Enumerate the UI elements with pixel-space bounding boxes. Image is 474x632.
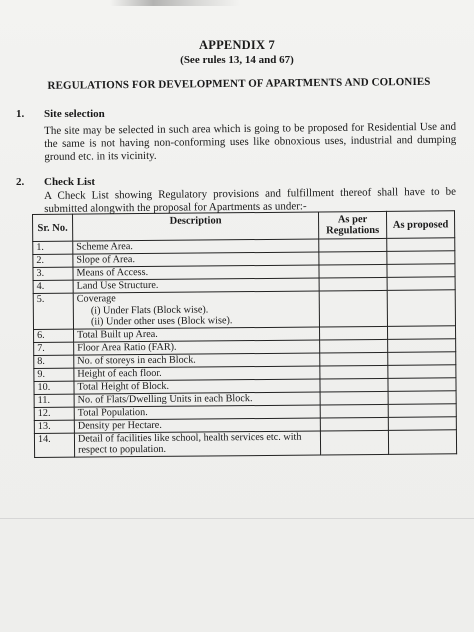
row-proposed-cell	[388, 351, 456, 365]
row-regulations-cell	[320, 339, 388, 353]
row-proposed-cell	[387, 325, 455, 339]
header-description: Description	[73, 212, 319, 241]
row-regulations-cell	[320, 365, 388, 379]
row-description: No. of Flats/Dwelling Units in each Block.	[74, 391, 320, 406]
row-sr: 5.	[33, 293, 73, 329]
row-proposed-cell	[387, 251, 455, 265]
row-proposed-cell	[388, 364, 456, 378]
row-regulations-cell	[319, 238, 387, 252]
row-proposed-cell	[388, 429, 456, 454]
row-proposed-cell	[387, 290, 455, 326]
row-sr: 9.	[34, 368, 74, 381]
row-regulations-cell	[320, 430, 388, 455]
row-description: Slope of Area.	[73, 252, 319, 267]
row-regulations-cell	[320, 378, 388, 392]
row-regulations-cell	[320, 391, 388, 405]
row-description: Scheme Area.	[73, 239, 319, 254]
row-description: Height of each floor.	[74, 365, 320, 380]
appendix-heading: APPENDIX 7	[199, 38, 275, 52]
row-sr: 8.	[34, 355, 74, 368]
row-sr: 4.	[33, 280, 73, 293]
row-description: No. of storeys in each Block.	[74, 352, 320, 367]
table-row	[33, 290, 455, 329]
scan-smudge	[110, 0, 240, 6]
row-description: Total Height of Block.	[74, 378, 320, 393]
row-sr: 1.	[33, 241, 73, 254]
scan-edge-line	[0, 518, 474, 519]
row-description: Floor Area Ratio (FAR).	[74, 339, 320, 354]
row-sr: 14.	[34, 433, 74, 457]
row-proposed-cell	[388, 338, 456, 352]
row-proposed-cell	[388, 377, 456, 391]
header-sr-no: Sr. No.	[33, 214, 73, 241]
row-regulations-cell	[319, 290, 387, 326]
row-proposed-cell	[388, 403, 456, 417]
row-sr: 2.	[33, 254, 73, 267]
row-regulations-cell	[319, 264, 387, 278]
rules-reference: (See rules 13, 14 and 67)	[180, 54, 294, 66]
header-as-proposed: As proposed	[386, 211, 454, 239]
row-description: Total Built up Area.	[74, 326, 320, 341]
row-proposed-cell	[388, 416, 456, 430]
row-proposed-cell	[387, 277, 455, 291]
check-list-table	[32, 210, 457, 457]
document-title: REGULATIONS FOR DEVELOPMENT OF APARTMENTS AND COLONIES	[47, 75, 431, 92]
header-as-per-regulations: As per Regulations	[318, 211, 386, 239]
coverage-sub-flats: (i) Under Flats (Block wise).	[90, 303, 209, 316]
row-description: Total Population.	[74, 404, 320, 419]
row-regulations-cell	[319, 277, 387, 291]
row-regulations-cell	[320, 352, 388, 366]
section-1-heading: Site selection	[44, 108, 105, 120]
row-sr: 11.	[34, 394, 74, 407]
coverage-sub-other: (ii) Under other uses (Block wise).	[90, 315, 233, 328]
coverage-label: Coverage	[76, 293, 116, 305]
row-regulations-cell	[319, 326, 387, 340]
section-2-heading: Check List	[44, 176, 96, 188]
row-regulations-cell	[320, 404, 388, 418]
row-description	[73, 291, 319, 329]
row-proposed-cell	[387, 264, 455, 278]
row-sr: 10.	[34, 381, 74, 394]
row-sr: 6.	[34, 329, 74, 342]
row-sr: 7.	[34, 342, 74, 355]
row-proposed-cell	[387, 238, 455, 252]
table-row	[34, 429, 456, 457]
row-sr: 3.	[33, 267, 73, 280]
row-description: Land Use Structure.	[73, 278, 319, 293]
row-description: Means of Access.	[73, 265, 319, 280]
row-sr: 13.	[34, 420, 74, 433]
table-header-row	[33, 211, 455, 242]
row-proposed-cell	[388, 390, 456, 404]
section-1-text: The site may be selected in such area which is going to be proposed for Residential Use and the same is not having non-conforming uses like obnoxious uses, industrial and dumping ground etc. in its vicinity.	[44, 120, 457, 163]
row-description: Density per Hectare.	[74, 417, 320, 432]
check-list-table-wrapper	[32, 210, 458, 457]
section-2-text: A Check List showing Regulatory provisions and fulfillment thereof shall have to be submitted alongwith the proposal for Apartments as under:-	[44, 185, 457, 215]
row-regulations-cell	[319, 251, 387, 265]
row-regulations-cell	[320, 417, 388, 431]
section-2-number: 2.	[16, 176, 25, 188]
section-1-number: 1.	[16, 108, 25, 120]
row-sr: 12.	[34, 407, 74, 420]
row-description: Detail of facilities like school, health services etc. with respect to population.	[74, 430, 320, 456]
